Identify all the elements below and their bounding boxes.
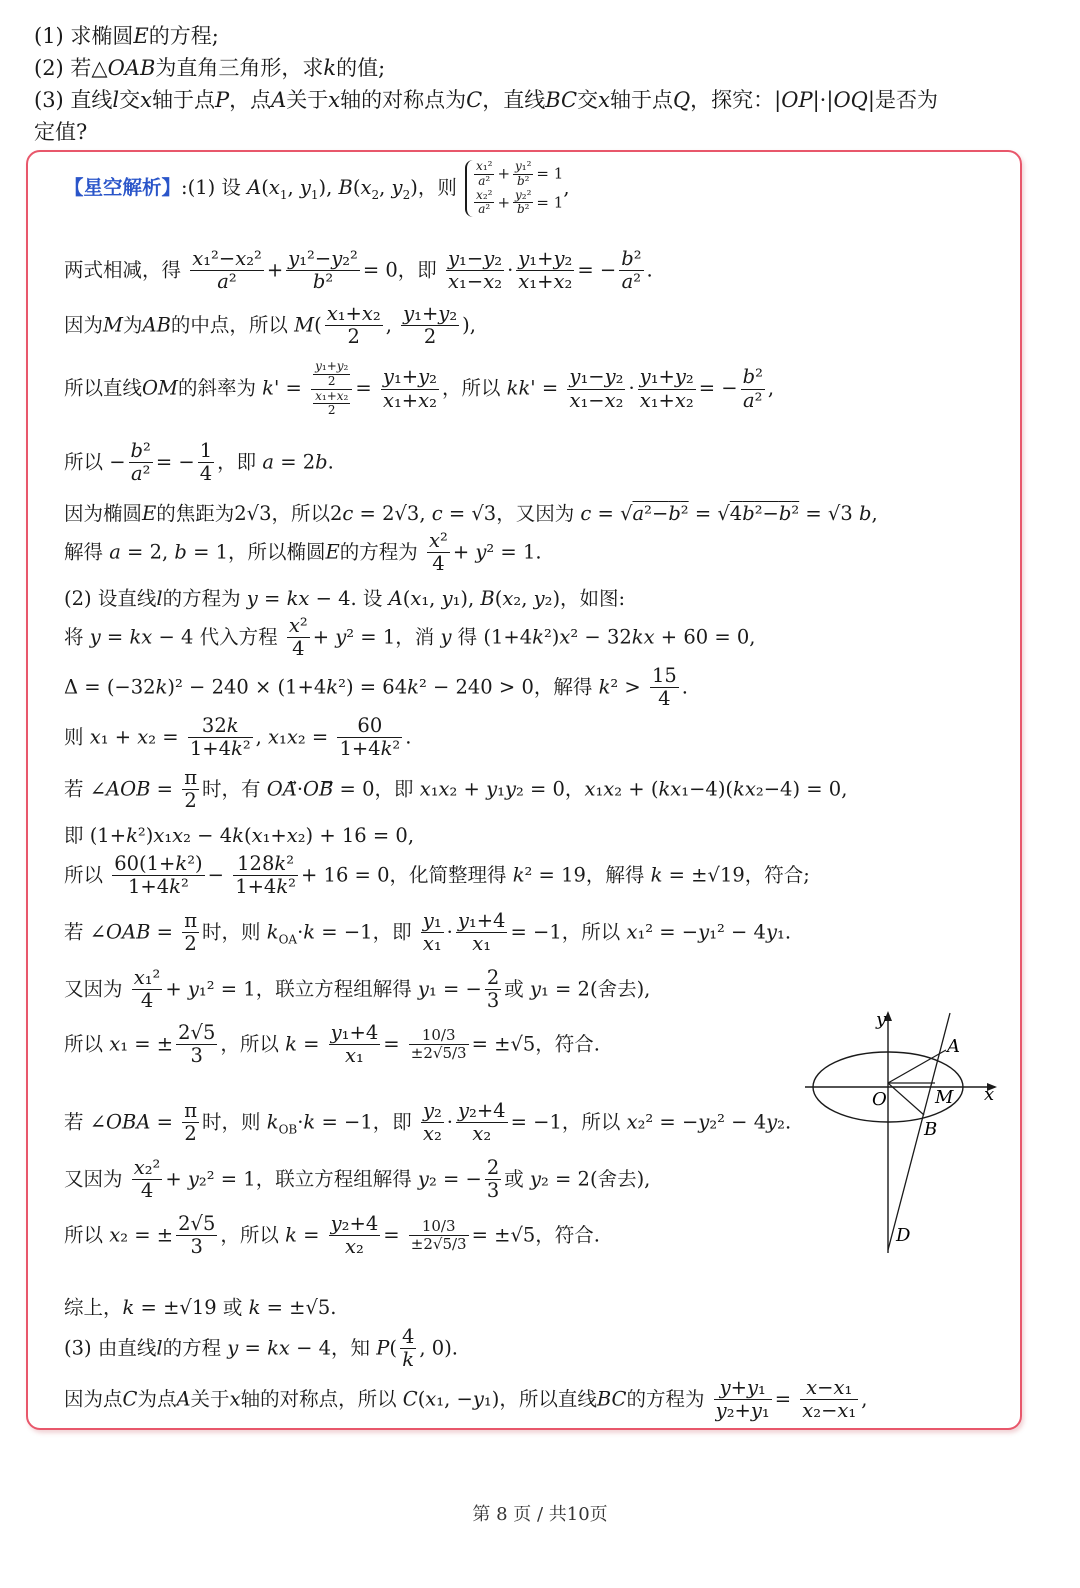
label-x: x [984,1084,995,1105]
solution-line-17: 所以 x₁ = ± $\frac{2√5}{3}$ ，所以 k = $\frac{\text{y₁+4}}{\text{x₁}}$ = $\frac{10/3}{\pm 2√5/3}$ = ±√5，符合. [64,1021,601,1068]
solution-line-15: 若 ∠OAB = $\frac{\pi}{2}$ 时，则 $k_{OA}\cdot k = -1$，即 $\frac{\text{y₁}}{\text{x₁}}$ · $\frac{\text{y₁+4}}{\text{x₁}}$ = −1，所以 x₁² = −y₁² − 4y₁. [64,909,792,956]
solution-line-8: (2) 设直线l的方程为 y = kx − 4. 设 A(x₁, y₁), B(x₂, y₂)，如图: [64,587,626,610]
label-y: y [876,1009,887,1030]
segment-OB [888,1083,924,1115]
solution-line-23: 因为点C为点A关于x轴的对称点，所以 C(x₁, −y₁)，所以直线BC的方程为 $\frac{\text{y+y₁}}{\text{y₂+y₁}}$ = $\frac{\text{x−x₁}}{\text{x₂−x₁}}$ , [64,1376,868,1423]
question-3: (3) 直线l交x轴于点P，点A关于x轴的对称点为C，直线BC交x轴于点Q，探究：|OP|·|OQ|是否为 [34,88,938,112]
label-D: D [896,1225,911,1246]
equation-system: $\frac{\text{x₁²}}{\text{a²}}$ + $\frac{\text{y₁²}}{\text{b²}}$ = 1 $\frac{\text{x₂²}}{\text{a²}}$ + $\frac{\text{y₂²}}{\text{b²}}$ = 1 [465,160,563,217]
solution-line-16: 又因为 $\frac{\text{x₁²}}{4}$ + y₁² = 1，联立方程组解得 y₁ = − $\frac{2}{3}$ 或 y₁ = 2(舍去), [64,966,651,1013]
solution-tag: 【星空解析】 [64,176,182,200]
line-l [888,1013,950,1250]
solution-line-22: (3) 由直线l的方程 y = kx − 4，知 P( $\frac{4}{k}$ , 0). [64,1325,459,1372]
solution-line-10: Δ = (−32k)² − 240 × (1+4k²) = 64k² − 240 > 0，解得 k² > $\frac{15}{4}$ . [64,664,688,711]
question-2: (2) 若△OAB为直角三角形，求k的值; [34,56,386,80]
solution-line-19: 又因为 $\frac{\text{x₂²}}{4}$ + y₂² = 1，联立方程组解得 y₂ = − $\frac{2}{3}$ 或 y₂ = 2(舍去), [64,1156,651,1203]
solution-line-13: 即 (1+k²)x₁x₂ − 4k(x₁+x₂) + 16 = 0, [64,824,415,847]
solution-line-7: 解得 a = 2, b = 1，所以椭圆E的方程为 $\frac{\text{x²}}{4}$ + y² = 1. [64,529,542,576]
solution-line-3: 因为M为AB的中点，所以 M( $\frac{\text{x₁+x₂}}{2}$ , $\frac{\text{y₁+y₂}}{2}$ ), [64,302,476,349]
question-1: (1) 求椭圆E的方程; [34,24,219,48]
solution-line-2: 两式相减，得 $\frac{\text{x₁²−x₂²}}{\text{a²}}$ + $\frac{\text{y₁²−y₂²}}{\text{b²}}$ = 0，即 $\frac{\text{y₁−y₂}}{\text{x₁−x₂}}$ · $\frac{\text{y₁+y₂}}{\text{x₁+x₂}}$ = − $\frac{\text{b²}}{\text{a²}}$ . [64,247,653,294]
page-footer: 第 8 页 / 共10页 [472,1504,608,1525]
solution-line-1: 【星空解析】:(1) 设 $A(x_1$, $y_1$), $B(x_2$, $y_2$)，则 $\frac{\text{x₁²}}{\text{a²}}$ + $\frac{\text{y₁²}}{\text{b²}}$ = 1 $\frac{\text{x₂²}}{\text{a²}}$ + $\frac{\text{y₂²}}{\text{b²}}$ = 1 , [64,159,570,217]
solution-line-5: 所以 − $\frac{\text{b²}}{\text{a²}}$ = − $\frac{1}{4}$ ，即 a = 2b. [64,439,334,486]
solution-line-21: 综上，k = ±√19 或 k = ±√5. [64,1296,337,1319]
label-O: O [872,1089,887,1110]
label-A: A [947,1036,960,1057]
ellipse-figure [800,1005,1010,1260]
label-M: M [935,1087,954,1108]
solution-line-12: 若 ∠AOB = $\frac{\pi}{2}$ 时，有 OA⃗·OB⃗ = 0，即 x₁x₂ + y₁y₂ = 0，x₁x₂ + (kx₁−4)(kx₂−4) = 0, [64,766,848,813]
question-3-cont: 定值? [34,120,88,144]
solution-line-14: 所以 $\frac{\text{60(1+k²)}}{\text{1+4k²}}$ − $\frac{\text{128k²}}{\text{1+4k²}}$ + 16 = 0，化简整理得 k² = 19，解得 k = ±√19，符合; [64,852,810,899]
solution-line-18: 若 ∠OBA = $\frac{\pi}{2}$ 时，则 $k_{OB}\cdot k = -1$，即 $\frac{\text{y₂}}{\text{x₂}}$ · $\frac{\text{y₂+4}}{\text{x₂}}$ = −1，所以 x₂² = −y₂² − 4y₂. [64,1099,792,1146]
solution-line-11: 则 x₁ + x₂ = $\frac{32k}{\text{1+4k²}}$ , x₁x₂ = $\frac{60}{\text{1+4k²}}$ . [64,714,412,761]
solution-line-4: 所以直线OM的斜率为 k' = $\frac{\frac{\text{y₁+y₂}}{2}}{\frac{\text{x₁+x₂}}{2}}$ = $\frac{\text{y₁+y₂}}{\text{x₁+x₂}}$ ，所以 kk' = $\frac{\text{y₁−y₂}}{\text{x₁−x₂}}$ · $\frac{\text{y₁+y₂}}{\text{x₁+x₂}}$ = − $\frac{\text{b²}}{\text{a²}}$ , [64,359,775,418]
solution-line-6: 因为椭圆E的焦距为2√3，所以2c = 2√3, c = √3，又因为 c = √a²−b² = √4b²−b² = √3 b, [64,502,878,525]
solution-line-20: 所以 x₂ = ± $\frac{2√5}{3}$ ，所以 k = $\frac{\text{y₂+4}}{\text{x₂}}$ = $\frac{10/3}{\pm 2√5/3}$ = ±√5，符合. [64,1212,601,1259]
solution-line-9: 将 y = kx − 4 代入方程 $\frac{\text{x²}}{4}$ + y² = 1，消 y 得 (1+4k²)x² − 32kx + 60 = 0, [64,614,756,661]
label-B: B [924,1119,938,1140]
